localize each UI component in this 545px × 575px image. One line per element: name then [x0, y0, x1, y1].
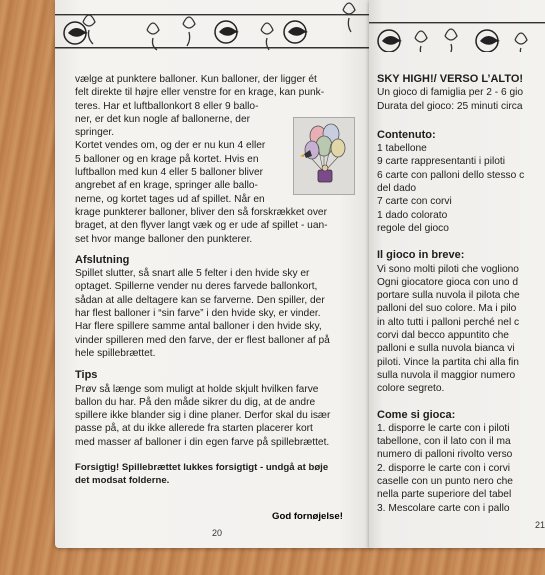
text-line: spillere ikke blander sig i dine planer. Derfor skal du især — [75, 410, 331, 422]
list-item: 1 dado colorato — [377, 209, 448, 221]
text-line: optaget. Spillerne vender nu deres farvede ballonkort, — [75, 281, 318, 293]
list-item: 7 carte con corvi — [377, 196, 452, 208]
warning-text: det modsat folderne. — [75, 475, 170, 487]
text-line: vinder spilleren med den farve, der er flest balloner af på — [75, 334, 330, 346]
list-item: 9 carte rappresentanti i piloti — [377, 156, 505, 168]
heading-come: Come si gioca: — [377, 408, 456, 421]
text-line: tabellone, con il lato con il ma — [377, 436, 511, 448]
text-line: set hvor mange balloner den punkterer. — [75, 233, 253, 245]
balloon-illustration — [293, 117, 355, 195]
heading-tips: Tips — [75, 369, 98, 382]
text-line: krage punkterer balloner, bliver den så forskrækket over — [75, 206, 327, 218]
text-line: har flest balloner i “sin farve” i den hvide sky, er vinder. — [75, 308, 321, 320]
balloon-crow-border — [55, 0, 371, 52]
heading-afslutning: Afslutning — [75, 253, 130, 266]
text-line: hele spillebrættet. — [75, 347, 156, 359]
page-number: 21 — [535, 520, 545, 530]
text-line: braget, at den flyver langt væk og er ude af spillet - uan- — [75, 220, 328, 232]
text-line: ner, er det kun nogle af ballonerne, der — [75, 113, 251, 125]
text-line: Vi sono molti piloti che vogliono — [377, 263, 519, 275]
text-line: ballon du har. På den måde sikrer du dig, at de andre — [75, 396, 316, 408]
text-line: Kortet vendes om, og der er nu kun 4 eller — [75, 140, 266, 152]
text-line: angrebet af en krage, springer alle ballo- — [75, 180, 258, 192]
text-line: nella parte superiore del tabel — [377, 489, 512, 501]
text-line: Durata del gioco: 25 minuti circa — [377, 100, 523, 112]
text-line: springer. — [75, 127, 115, 139]
text-line: Ogni giocatore gioca con uno d — [377, 276, 519, 288]
list-item: 1 tabellone — [377, 143, 427, 155]
text-line: palloni del suo colore. Ma i pilo — [377, 303, 517, 315]
list-item: regole del gioco — [377, 222, 449, 234]
page-title: SKY HIGH!/ VERSO L’ALTO! — [377, 73, 524, 85]
text-line: portare sulla nuvola il pilota che — [377, 290, 520, 302]
text-line: caselle con un punto nero che — [377, 476, 513, 488]
text-line: Spillet slutter, så snart alle 5 felter i den hvide sky er — [75, 268, 310, 280]
text-line: luftballon med kun 4 eller 5 balloner bliver — [75, 167, 264, 179]
list-item: del dado — [377, 183, 417, 195]
text-line: Prøv så længe som muligt at holde skjult hvilken farve — [75, 383, 319, 395]
closing-text: God fornøjelse! — [272, 511, 343, 522]
text-line: piloti. Vince la partita chi alla fin — [377, 356, 519, 368]
text-line: vælge at punktere balloner. Kun balloner, der ligger ét — [75, 74, 317, 85]
text-line: corvi dal becco appuntito che — [377, 330, 509, 342]
heading-breve: Il gioco in breve: — [377, 249, 465, 262]
text-line: teres. Har et luftballonkort 8 eller 9 ballo- — [75, 100, 259, 112]
text-line: med masser af balloner i din egen farve på spillebrættet. — [75, 436, 330, 448]
text-line: passe på, at du ikke allerede fra starten placerer kort — [75, 423, 313, 435]
text-line: colore segreto. — [377, 383, 445, 395]
heading-contenuto: Contenuto: — [377, 128, 436, 141]
text-line: 3. Mescolare carte con i pallo — [377, 502, 510, 514]
text-line: sådan at alle deltagere kan se farverne. Den spiller, der — [75, 294, 325, 306]
text-line: in alto tutti i palloni perché nel c — [377, 316, 520, 328]
right-body-text — [377, 73, 524, 515]
text-line: Un gioco di famiglia per 2 - 6 gio — [377, 87, 524, 99]
text-line: 1. disporre le carte con i piloti — [377, 422, 510, 434]
text-line: nerne, og kortet tages ud af spillet. Når en — [75, 193, 265, 205]
text-line: 5 balloner og en krage på kortet. Hvis en — [75, 153, 259, 165]
text-line: 2. disporre le carte con i corvi — [377, 462, 511, 474]
text-line: sulla nuvola il maggior numero — [377, 369, 516, 381]
warning-text: Forsigtig! Spillebrættet lukkes forsigtigt - undgå at bøje — [75, 462, 329, 474]
left-page — [55, 0, 371, 548]
page-number: 20 — [212, 528, 223, 538]
text-line: palloni e sulla nuvola bianca vi — [377, 343, 515, 355]
list-item: 6 carte con palloni dello stesso c — [377, 169, 525, 181]
balloon-crow-border — [369, 0, 545, 52]
right-page — [369, 0, 545, 548]
text-line: numero di palloni rivolto verso — [377, 449, 513, 461]
text-line: Har flere spillere samme antal balloner i den hvide sky, — [75, 321, 322, 333]
text-line: felt direkte til højre eller venstre for en krage, kan punk- — [75, 87, 325, 99]
